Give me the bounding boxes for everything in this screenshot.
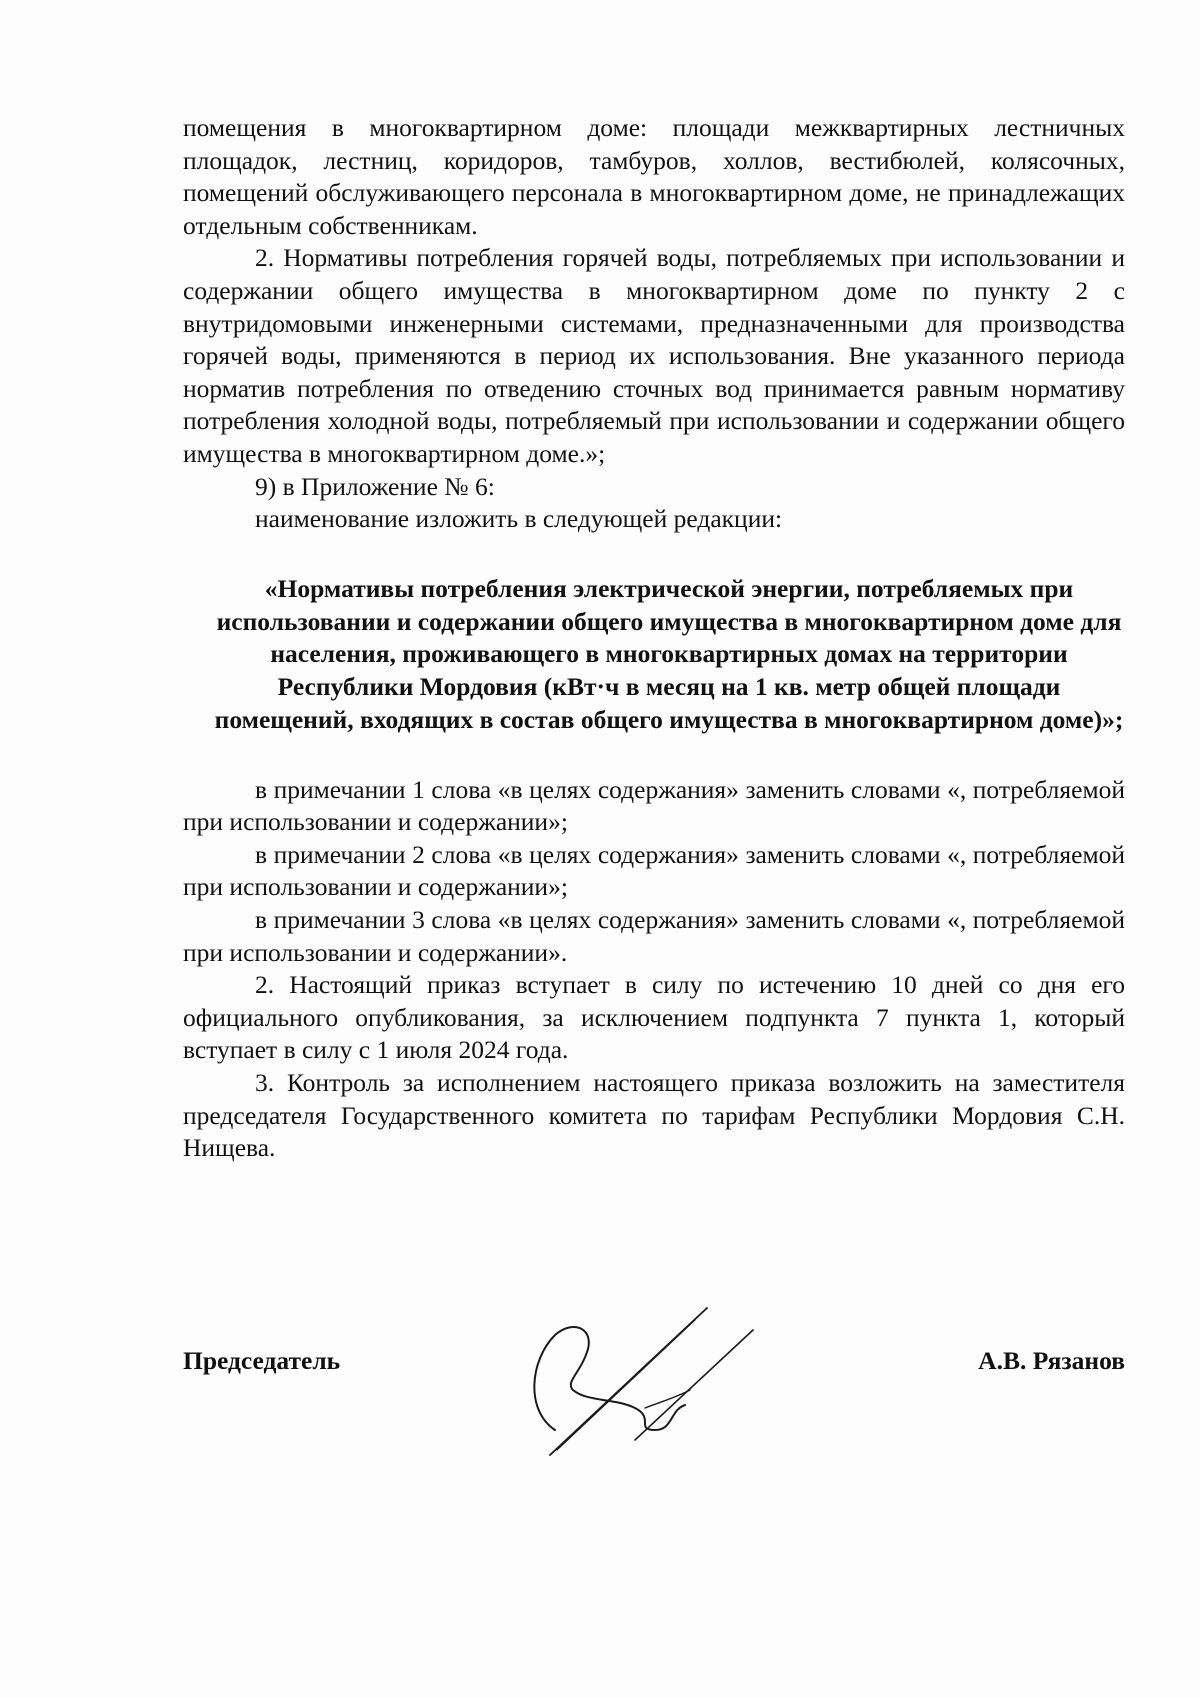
paragraph-note-2: в примечании 2 слова «в целях содержания» заменить словами «, потребляемой при использовании и содержании»; <box>183 839 1125 902</box>
paragraph-continuation: помещения в многоквартирном доме: площади межквартирных лестничных площадок, лестниц, коридоров, тамбуров, холлов, вестибюлей, колясочных, помещений обслуживающего персонала в многоквартирном доме, не принадлежащих отдельным собственникам. <box>183 113 1125 240</box>
document-body <box>183 112 1125 1165</box>
paragraph-note-1: в примечании 1 слова «в целях содержания» заменить словами «, потребляемой при использовании и содержании»; <box>183 774 1125 837</box>
paragraph-effective-date: 2. Настоящий приказ вступает в силу по истечению 10 дней со дня его официального опубликования, за исключением подпункта 7 пункта 1, который вступает в силу с 1 июля 2024 года. <box>183 970 1125 1065</box>
paragraph-control: 3. Контроль за исполнением настоящего приказа возложить на заместителя председателя Государственного комитета по тарифам Республики Мордовия С.Н. Нищева. <box>183 1068 1125 1163</box>
paragraph-name-edition: наименование изложить в следующей редакции: <box>255 504 783 534</box>
handwritten-signature-icon <box>495 1290 815 1470</box>
paragraph-note-3: в примечании 3 слова «в целях содержания» заменить словами «, потребляемой при использовании и содержании». <box>183 905 1125 967</box>
appendix-heading: «Нормативы потребления электрической энергии, потребляемых при использовании и содержании общего имущества в многоквартирном доме для населения, проживающего в многоквартирных домах на территории Республики Мордовия (кВт·ч в месяц на 1 кв. метр общей площади помещений, входящих в состав общего имущества в многоквартирном доме)»; <box>214 573 1124 734</box>
signatory-name: А.В. Рязанов <box>978 1346 1125 1375</box>
signatory-title: Председатель <box>183 1346 341 1375</box>
paragraph-hot-water-norms: 2. Нормативы потребления горячей воды, потребляемых при использовании и содержании общего имущества в многоквартирном доме по пункту 2 с внутридомовыми инженерными системами, предназначенными для производства горячей воды, применяются в период их использования. Вне указанного периода норматив потребления по отведению сточных вод принимается равным нормативу потребления холодной воды, потребляемый при использовании и содержании общего имущества в многоквартирном доме.»; <box>183 243 1125 468</box>
paragraph-appendix-6: 9) в Приложение № 6: <box>255 471 495 501</box>
